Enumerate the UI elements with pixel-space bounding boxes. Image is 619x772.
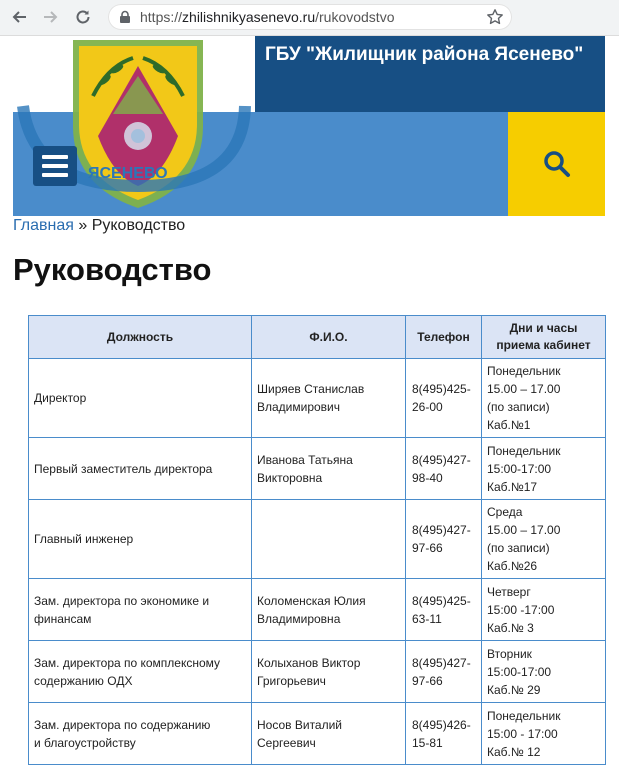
cell-position: Директор [29, 359, 252, 438]
cell-name [252, 500, 406, 579]
address-bar[interactable] [108, 4, 512, 30]
lock-icon [118, 10, 132, 24]
coat-of-arms-logo[interactable] [13, 36, 255, 216]
arrow-left-icon [10, 8, 28, 26]
breadcrumb [13, 216, 185, 236]
reload-button[interactable] [72, 6, 94, 28]
cell-name: Колыханов Виктор Григорьевич [252, 641, 406, 703]
table-row [29, 438, 606, 500]
forward-button[interactable] [40, 6, 62, 28]
cell-position: Зам. директора по комплексному содержанию ОДХ [29, 641, 252, 703]
column-header-name: Ф.И.О. [252, 316, 406, 359]
column-header-phone: Телефон [406, 316, 482, 359]
column-header-hours: Дни и часы приема кабинет [482, 316, 606, 359]
bookmark-star-icon[interactable] [486, 8, 504, 26]
cell-hours: Среда 15.00 – 17.00 (по записи) Каб.№26 [482, 500, 606, 579]
menu-button[interactable] [33, 146, 77, 186]
breadcrumb-home-link[interactable]: Главная [13, 217, 74, 234]
management-table [28, 315, 606, 765]
cell-phone: 8(495)425- 26-00 [406, 359, 482, 438]
table-row [29, 641, 606, 703]
table-row [29, 579, 606, 641]
browser-toolbar [0, 0, 619, 36]
column-header-position: Должность [29, 316, 252, 359]
breadcrumb-separator: » [73, 217, 92, 234]
search-icon[interactable] [543, 150, 571, 178]
breadcrumb-current: Руководство [91, 217, 186, 234]
hamburger-icon-bar [42, 173, 68, 177]
page-title: Руководство [13, 252, 212, 287]
cell-hours: Понедельник 15.00 – 17.00 (по записи) Каб.№1 [482, 359, 606, 438]
url-text: https://zhilishnikyasenevo.ru/rukovodstvo [140, 9, 395, 25]
cell-hours: Вторник 15:00-17:00 Каб.№ 29 [482, 641, 606, 703]
cell-phone: 8(495)427- 98-40 [406, 438, 482, 500]
cell-name: Иванова Татьяна Викторовна [252, 438, 406, 500]
hamburger-icon-bar [42, 164, 68, 168]
cell-hours: Понедельник 15:00 - 17:00 Каб.№ 12 [482, 703, 606, 765]
arrow-right-icon [42, 8, 60, 26]
cell-position: Зам. директора по экономике и финансам [29, 579, 252, 641]
cell-position: Зам. директора по содержанию и благоустройству [29, 703, 252, 765]
cell-phone: 8(495)425- 63-11 [406, 579, 482, 641]
table-row [29, 703, 606, 765]
cell-name: Ширяев Станислав Владимирович [252, 359, 406, 438]
cell-phone: 8(495)426- 15-81 [406, 703, 482, 765]
back-button[interactable] [8, 6, 30, 28]
reload-icon [74, 8, 92, 26]
cell-hours: Понедельник 15:00-17:00 Каб.№17 [482, 438, 606, 500]
table-row [29, 500, 606, 579]
table-row [29, 359, 606, 438]
cell-phone: 8(495)427- 97-66 [406, 641, 482, 703]
cell-hours: Четверг 15:00 -17:00 Каб.№ 3 [482, 579, 606, 641]
cell-position: Первый заместитель директора [29, 438, 252, 500]
table-header-row [29, 316, 606, 359]
hamburger-icon [42, 155, 68, 159]
cell-name: Носов Виталий Сергеевич [252, 703, 406, 765]
cell-name: Коломенская Юлия Владимировна [252, 579, 406, 641]
logo-ribbon-text: ЯСЕНЕВО [88, 165, 168, 182]
cell-position: Главный инженер [29, 500, 252, 579]
site-title: ГБУ "Жилищник района Ясенево" [265, 44, 584, 65]
cell-phone: 8(495)427- 97-66 [406, 500, 482, 579]
